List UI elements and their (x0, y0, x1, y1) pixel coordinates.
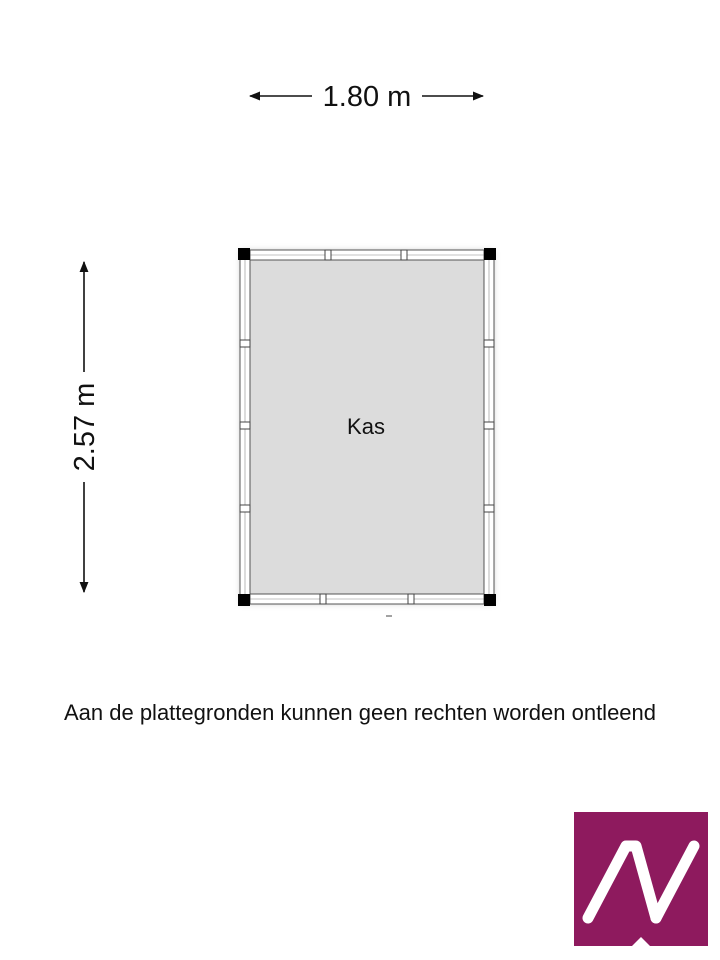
av-monogram-logo (574, 812, 708, 946)
width-dimension (250, 81, 483, 113)
height-dimension-label: 2.57 m (69, 382, 101, 472)
height-dimension (69, 262, 101, 592)
width-dimension-label: 1.80 m (322, 81, 412, 113)
room-label: Kas (347, 414, 385, 439)
greenhouse-room (238, 248, 496, 616)
disclaimer-text: Aan de plattegronden kunnen geen rechten worden ontleend (63, 700, 657, 725)
